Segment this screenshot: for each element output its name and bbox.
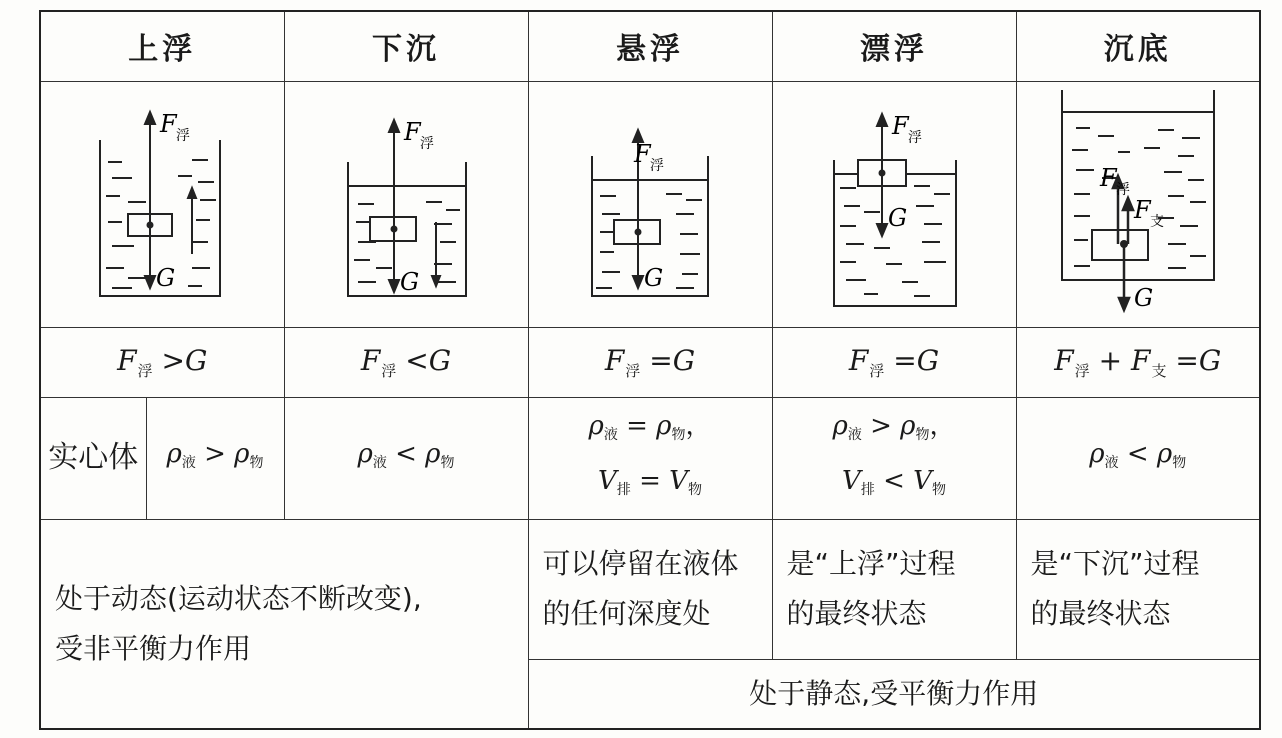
condition-bottom: $F_浮 + F_支 =G$ <box>1016 327 1260 397</box>
header-row <box>40 11 1260 81</box>
volume-line: $V_排 < V_物$ <box>842 466 946 498</box>
diagram-row <box>40 81 1260 327</box>
header-sink: 下沉 <box>284 11 528 81</box>
buoyancy-sub: 浮 <box>650 158 664 174</box>
volume-line: $V_排 = V_物$ <box>598 466 702 498</box>
note-bottom: 是“下沉”过程 的最终状态 <box>1016 519 1260 659</box>
gravity-label: G <box>644 264 664 292</box>
buoyancy-sub: 浮 <box>1115 182 1130 198</box>
density-float-up: $\rho_液 > \rho_物$ <box>146 397 284 519</box>
note-static: 处于静态,受平衡力作用 <box>528 659 1260 729</box>
note-suspend: 可以停留在液体 的任何深度处 <box>528 519 772 659</box>
diagram-cell-float-up <box>40 81 284 327</box>
header-suspend: 悬浮 <box>528 11 772 81</box>
density-sink: $\rho_液 < \rho_物$ <box>284 397 528 519</box>
gravity-label: G <box>156 264 176 292</box>
condition-suspend: $F_浮 =G$ <box>528 327 772 397</box>
beaker-bottom-diagram <box>1018 82 1258 322</box>
diagram-cell-bottom <box>1016 81 1260 327</box>
density-line: $\rho_液 = \rho_物$， <box>588 411 712 443</box>
buoyancy-states-table <box>39 10 1261 730</box>
header-float-up: 上浮 <box>40 11 284 81</box>
liquid-dashes <box>840 186 950 296</box>
buoyancy-label: F <box>892 112 909 140</box>
note-dynamic-line2: 受非平衡力作用 <box>55 631 252 665</box>
condition-float: $F_浮 =G$ <box>772 327 1016 397</box>
density-line: $\rho_液 > \rho_物$， <box>832 411 956 443</box>
condition-sink: $F_浮 <G$ <box>284 327 528 397</box>
diagram-cell-float <box>772 81 1016 327</box>
note-dynamic-line1: 处于动态(运动状态不断改变), <box>55 581 422 615</box>
density-float <box>772 397 1016 519</box>
header-bottom: 沉底 <box>1016 11 1260 81</box>
buoyancy-label: F <box>1099 164 1117 192</box>
buoyancy-sub: 浮 <box>420 136 434 152</box>
gravity-label: G <box>400 268 420 296</box>
beaker-sink-diagram <box>286 82 526 322</box>
condition-float-up: $F_浮 >G$ <box>40 327 284 397</box>
density-bottom: $\rho_液 < \rho_物$ <box>1016 397 1260 519</box>
solid-body-label: 实心体 <box>40 397 146 519</box>
note-dynamic <box>40 519 528 729</box>
density-suspend <box>528 397 772 519</box>
buoyancy-sub: 浮 <box>908 130 922 146</box>
force-condition-row <box>40 327 1260 397</box>
buoyancy-label: F <box>634 140 651 168</box>
beaker-suspend-diagram <box>530 82 770 322</box>
buoyancy-label: F <box>404 118 421 146</box>
notes-row <box>40 519 1260 659</box>
gravity-label: G <box>888 204 908 232</box>
note-float: 是“上浮”过程 的最终状态 <box>772 519 1016 659</box>
diagram-cell-suspend <box>528 81 772 327</box>
object-block <box>1092 230 1148 260</box>
buoyancy-sub: 浮 <box>176 128 191 144</box>
header-float: 漂浮 <box>772 11 1016 81</box>
support-label: F <box>1133 196 1151 224</box>
diagram-cell-sink <box>284 81 528 327</box>
beaker-float-diagram <box>774 82 1014 322</box>
buoyancy-label: F <box>160 110 177 138</box>
solid-body-row <box>40 397 1260 519</box>
gravity-label: G <box>1133 284 1153 312</box>
support-sub: 支 <box>1149 214 1164 230</box>
beaker-float-up-diagram <box>42 82 282 322</box>
